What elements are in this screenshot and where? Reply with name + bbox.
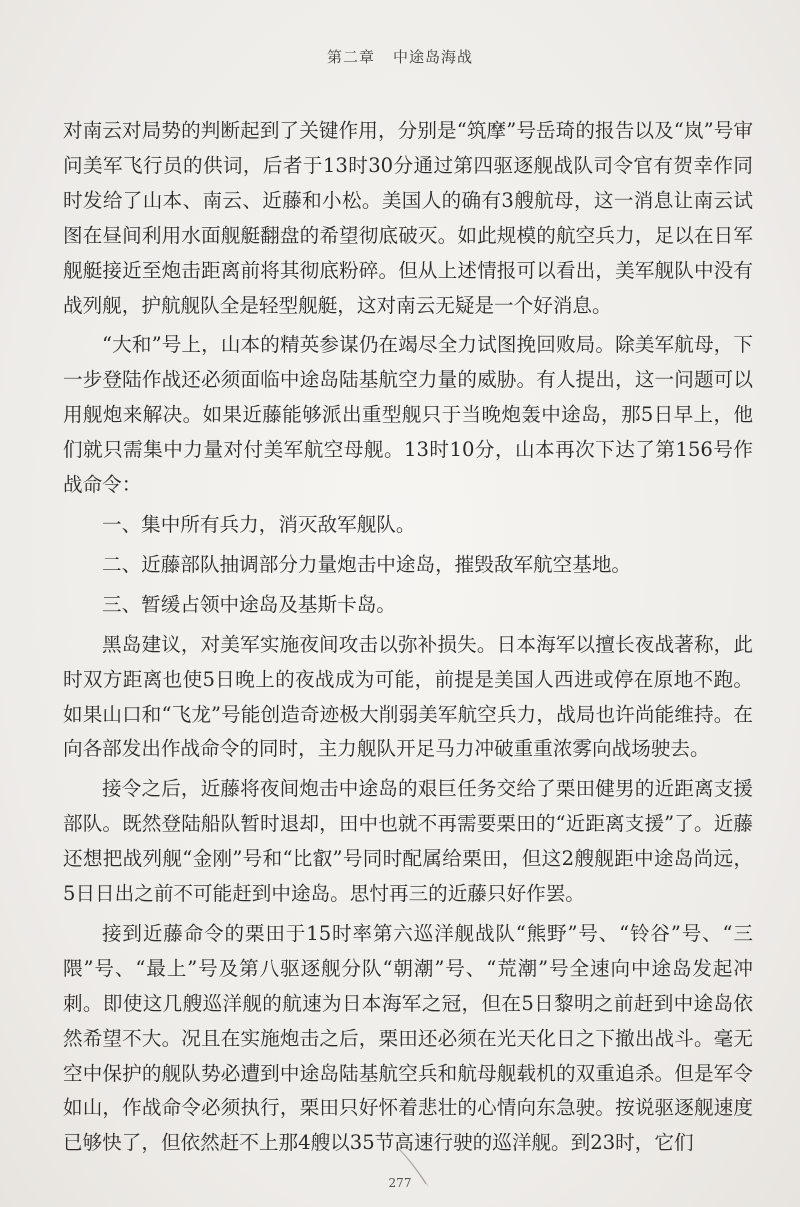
- paragraph-3: 黑岛建议，对美军实施夜间攻击以弥补损失。日本海军以擅长夜战著称，此时双方距离也使5日晚上的夜战成为可能，前提是美国人西进或停在原地不跑。如果山口和“飞龙”号能创造奇迹极大削弱美军航空兵力，战局也许尚能维持。在向各部发出作战命令的同时，主力舰队开足马力冲破重重浓雾向战场驶去。: [63, 632, 753, 761]
- order-item-1: 一、集中所有兵力，消灭敌军舰队。: [102, 512, 416, 536]
- body-text: [63, 114, 753, 1166]
- order-item-3: 三、暂缓占领中途岛及基斯卡岛。: [102, 592, 396, 616]
- page-number: 277: [388, 1176, 412, 1190]
- chapter-label: 第二章: [326, 48, 375, 66]
- running-header: [0, 46, 800, 67]
- paragraph-1: 对南云对局势的判断起到了关键作用，分别是“筑摩”号岳琦的报告以及“岚”号审问美军飞行员的供词，后者于13时30分通过第四驱逐舰战队司令官有贺幸作同时发给了山本、南云、近藤和小松。美国人的确有3艘航母，这一消息让南云试图在昼间利用水面舰艇翻盘的希望彻底破灭。如此规模的航空兵力，足以在日军舰艇接近至炮击距离前将其彻底粉碎。但从上述情报可以看出，美军舰队中没有战列舰，护航舰队全是轻型舰艇，这对南云无疑是一个好消息。: [63, 119, 753, 317]
- order-item-2: 二、近藤部队抽调部分力量炮击中途岛，摧毁敌军航空基地。: [102, 552, 632, 576]
- paragraph-5: 接到近藤命令的栗田于15时率第六巡洋舰战队“熊野”号、“铃谷”号、“三隈”号、“最上”号及第八驱逐舰分队“朝潮”号、“荒潮”号全速向中途岛发起冲刺。即使这几艘巡洋舰的航速为日本海军之冠，但在5日黎明之前赶到中途岛依然希望不大。况且在实施炮击之后，栗田还必须在光天化日之下撤出战斗。毫无空中保护的舰队势必遭到中途岛陆基航空兵和航母舰载机的双重追杀。但是军令如山，作战命令必须执行，栗田只好怀着悲壮的心情向东急驶。按说驱逐舰速度已够快了，但依然赶不上那4艘以35节高速行驶的巡洋舰。到23时，它们: [63, 921, 753, 1155]
- paragraph-2: “大和”号上，山本的精英参谋仍在竭尽全力试图挽回败局。除美军航母，下一步登陆作战还必须面临中途岛陆基航空力量的威胁。有人提出，这一问题可以用舰炮来解决。如果近藤能够派出重型舰只于当晚炮轰中途岛，那5日早上，他们就只需集中力量对付美军航空母舰。13时10分，山本再次下达了第156号作战命令：: [63, 333, 753, 497]
- paragraph-4: 接令之后，近藤将夜间炮击中途岛的艰巨任务交给了栗田健男的近距离支援部队。既然登陆船队暂时退却，田中也就不再需要栗田的“近距离支援”了。近藤还想把战列舰“金刚”号和“比叡”号同时配属给栗田，但这2艘舰距中途岛尚远，5日日出之前不可能赶到中途岛。思忖再三的近藤只好作罢。: [63, 777, 753, 906]
- chapter-title: 中途岛海战: [393, 48, 474, 66]
